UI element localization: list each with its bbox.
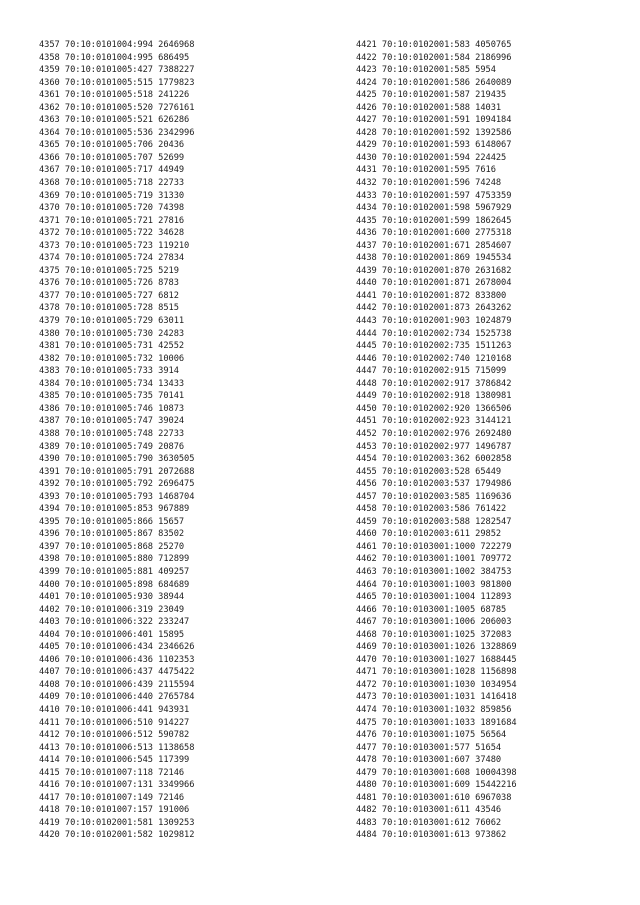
record-line: 4429 70:10:0102001:593 6148067 [356, 140, 512, 151]
record-line: 4398 70:10:0101005:880 712899 [39, 554, 190, 565]
record-line: 4451 70:10:0102002:923 3144121 [356, 416, 512, 427]
record-line: 4463 70:10:0103001:1002 384753 [356, 566, 512, 577]
record-line: 4425 70:10:0102001:587 219435 [356, 90, 507, 101]
record-line: 4377 70:10:0101005:727 6812 [39, 290, 179, 301]
record-line: 4479 70:10:0103001:608 10004398 [356, 767, 517, 778]
record-line: 4454 70:10:0102003:362 6002858 [356, 454, 512, 465]
record-line: 4385 70:10:0101005:735 70141 [39, 391, 185, 402]
record-line: 4414 70:10:0101006:545 117399 [39, 755, 190, 766]
record-line: 4431 70:10:0102001:595 7616 [356, 165, 496, 176]
record-line: 4415 70:10:0101007:118 72146 [39, 767, 185, 778]
record-line: 4450 70:10:0102002:920 1366506 [356, 403, 512, 414]
record-line: 4384 70:10:0101005:734 13433 [39, 378, 185, 389]
record-line: 4378 70:10:0101005:728 8515 [39, 303, 179, 314]
record-line: 4390 70:10:0101005:790 3630505 [39, 454, 195, 465]
record-line: 4388 70:10:0101005:748 22733 [39, 428, 185, 439]
record-line: 4445 70:10:0102002:735 1511263 [356, 341, 512, 352]
record-line: 4436 70:10:0102001:600 2775318 [356, 228, 512, 239]
record-line: 4404 70:10:0101006:401 15895 [39, 629, 185, 640]
record-line: 4372 70:10:0101005:722 34628 [39, 228, 185, 239]
record-line: 4395 70:10:0101005:866 15657 [39, 516, 185, 527]
record-line: 4418 70:10:0101007:157 191006 [39, 805, 190, 816]
record-line: 4447 70:10:0102002:915 715099 [356, 366, 507, 377]
record-line: 4363 70:10:0101005:521 626286 [39, 115, 190, 126]
record-line: 4460 70:10:0102003:611 29852 [356, 529, 502, 540]
record-line: 4433 70:10:0102001:597 4753359 [356, 190, 512, 201]
record-line: 4412 70:10:0101006:512 590782 [39, 730, 190, 741]
record-line: 4466 70:10:0103001:1005 68785 [356, 604, 507, 615]
record-line: 4423 70:10:0102001:585 5954 [356, 65, 496, 76]
record-line: 4371 70:10:0101005:721 27816 [39, 215, 185, 226]
record-line: 4387 70:10:0101005:747 39024 [39, 416, 185, 427]
record-line: 4361 70:10:0101005:518 241226 [39, 90, 190, 101]
record-line: 4364 70:10:0101005:536 2342996 [39, 127, 195, 138]
record-line: 4397 70:10:0101005:868 25270 [39, 541, 185, 552]
record-line: 4386 70:10:0101005:746 10873 [39, 403, 185, 414]
record-line: 4437 70:10:0102001:671 2854607 [356, 240, 512, 251]
record-line: 4413 70:10:0101006:513 1138658 [39, 742, 195, 753]
record-line: 4366 70:10:0101005:707 52699 [39, 152, 185, 163]
record-line: 4399 70:10:0101005:881 409257 [39, 566, 190, 577]
left-column [39, 39, 194, 842]
record-line: 4427 70:10:0102001:591 1094184 [356, 115, 512, 126]
record-line: 4435 70:10:0102001:599 1862645 [356, 215, 512, 226]
record-line: 4391 70:10:0101005:791 2072688 [39, 466, 195, 477]
record-line: 4420 70:10:0102001:582 1029812 [39, 830, 195, 841]
record-line: 4484 70:10:0103001:613 973862 [356, 830, 507, 841]
record-line: 4459 70:10:0102003:588 1282547 [356, 516, 512, 527]
record-line: 4359 70:10:0101005:427 7388227 [39, 65, 195, 76]
record-line: 4368 70:10:0101005:718 22733 [39, 178, 185, 189]
record-line: 4473 70:10:0103001:1031 1416418 [356, 692, 517, 703]
record-line: 4411 70:10:0101006:510 914227 [39, 717, 190, 728]
right-column [356, 39, 517, 842]
record-line: 4407 70:10:0101006:437 4475422 [39, 667, 195, 678]
record-line: 4453 70:10:0102002:977 1496787 [356, 441, 512, 452]
record-line: 4434 70:10:0102001:598 5967929 [356, 203, 512, 214]
record-line: 4373 70:10:0101005:723 119210 [39, 240, 190, 251]
record-line: 4456 70:10:0102003:537 1794986 [356, 479, 512, 490]
record-line: 4360 70:10:0101005:515 1779823 [39, 77, 195, 88]
record-line: 4482 70:10:0103001:611 43546 [356, 805, 502, 816]
record-line: 4449 70:10:0102002:918 1380981 [356, 391, 512, 402]
record-line: 4410 70:10:0101006:441 943931 [39, 704, 190, 715]
record-line: 4367 70:10:0101005:717 44949 [39, 165, 185, 176]
record-line: 4402 70:10:0101006:319 23049 [39, 604, 185, 615]
record-line: 4365 70:10:0101005:706 20436 [39, 140, 185, 151]
record-line: 4464 70:10:0103001:1003 981800 [356, 579, 512, 590]
record-line: 4468 70:10:0103001:1025 372083 [356, 629, 512, 640]
record-line: 4426 70:10:0102001:588 14031 [356, 102, 502, 113]
record-line: 4452 70:10:0102002:976 2692480 [356, 428, 512, 439]
record-line: 4419 70:10:0102001:581 1309253 [39, 817, 195, 828]
record-line: 4396 70:10:0101005:867 83502 [39, 529, 185, 540]
record-line: 4375 70:10:0101005:725 5219 [39, 265, 179, 276]
record-line: 4416 70:10:0101007:131 3349966 [39, 780, 195, 791]
record-line: 4403 70:10:0101006:322 233247 [39, 617, 190, 628]
record-line: 4405 70:10:0101006:434 2346626 [39, 642, 195, 653]
record-line: 4401 70:10:0101005:930 38944 [39, 592, 185, 603]
record-line: 4421 70:10:0102001:583 4050765 [356, 40, 512, 50]
record-line: 4369 70:10:0101005:719 31330 [39, 190, 185, 201]
record-line: 4376 70:10:0101005:726 8783 [39, 278, 179, 289]
record-line: 4370 70:10:0101005:720 74398 [39, 203, 185, 214]
record-line: 4357 70:10:0101004:994 2646968 [39, 40, 195, 50]
record-line: 4438 70:10:0102001:869 1945534 [356, 253, 512, 264]
record-line: 4374 70:10:0101005:724 27834 [39, 253, 185, 264]
record-line: 4439 70:10:0102001:870 2631682 [356, 265, 512, 276]
record-line: 4389 70:10:0101005:749 20876 [39, 441, 185, 452]
record-line: 4441 70:10:0102001:872 833800 [356, 290, 507, 301]
record-line: 4382 70:10:0101005:732 10006 [39, 353, 185, 364]
record-line: 4467 70:10:0103001:1006 206003 [356, 617, 512, 628]
record-line: 4394 70:10:0101005:853 967889 [39, 504, 190, 515]
record-line: 4483 70:10:0103001:612 76062 [356, 817, 502, 828]
record-line: 4430 70:10:0102001:594 224425 [356, 152, 507, 163]
record-line: 4424 70:10:0102001:586 2640089 [356, 77, 512, 88]
record-line: 4446 70:10:0102002:740 1210168 [356, 353, 512, 364]
record-line: 4358 70:10:0101004:995 686495 [39, 52, 190, 63]
record-line: 4469 70:10:0103001:1026 1328869 [356, 642, 517, 653]
record-line: 4480 70:10:0103001:609 15442216 [356, 780, 517, 791]
record-line: 4471 70:10:0103001:1028 1156898 [356, 667, 517, 678]
record-line: 4477 70:10:0103001:577 51654 [356, 742, 502, 753]
record-line: 4457 70:10:0102003:585 1169636 [356, 491, 512, 502]
record-line: 4380 70:10:0101005:730 24283 [39, 328, 185, 339]
record-line: 4392 70:10:0101005:792 2696475 [39, 479, 195, 490]
record-line: 4475 70:10:0103001:1033 1891684 [356, 717, 517, 728]
record-line: 4440 70:10:0102001:871 2678004 [356, 278, 512, 289]
record-line: 4362 70:10:0101005:520 7276161 [39, 102, 195, 113]
record-line: 4443 70:10:0102001:903 1024879 [356, 316, 512, 327]
record-line: 4444 70:10:0102002:734 1525738 [356, 328, 512, 339]
record-line: 4381 70:10:0101005:731 42552 [39, 341, 185, 352]
record-line: 4465 70:10:0103001:1004 112893 [356, 592, 512, 603]
record-line: 4462 70:10:0103001:1001 709772 [356, 554, 512, 565]
record-line: 4406 70:10:0101006:436 1102353 [39, 654, 195, 665]
record-line: 4461 70:10:0103001:1000 722279 [356, 541, 512, 552]
record-line: 4472 70:10:0103001:1030 1034954 [356, 679, 517, 690]
record-line: 4476 70:10:0103001:1075 56564 [356, 730, 507, 741]
record-line: 4408 70:10:0101006:439 2115594 [39, 679, 195, 690]
record-line: 4432 70:10:0102001:596 74248 [356, 178, 502, 189]
record-line: 4442 70:10:0102001:873 2643262 [356, 303, 512, 314]
record-line: 4470 70:10:0103001:1027 1688445 [356, 654, 517, 665]
record-line: 4478 70:10:0103001:607 37480 [356, 755, 502, 766]
record-line: 4400 70:10:0101005:898 684689 [39, 579, 190, 590]
record-line: 4383 70:10:0101005:733 3914 [39, 366, 179, 377]
record-line: 4458 70:10:0102003:586 761422 [356, 504, 507, 515]
record-line: 4448 70:10:0102002:917 3786842 [356, 378, 512, 389]
record-line: 4379 70:10:0101005:729 63011 [39, 316, 185, 327]
record-line: 4474 70:10:0103001:1032 859856 [356, 704, 512, 715]
record-line: 4409 70:10:0101006:440 2765784 [39, 692, 195, 703]
record-line: 4417 70:10:0101007:149 72146 [39, 792, 185, 803]
record-line: 4481 70:10:0103001:610 6967038 [356, 792, 512, 803]
record-line: 4428 70:10:0102001:592 1392586 [356, 127, 512, 138]
record-line: 4455 70:10:0102003:528 65449 [356, 466, 502, 477]
record-line: 4422 70:10:0102001:584 2186996 [356, 52, 512, 63]
record-line: 4393 70:10:0101005:793 1468704 [39, 491, 195, 502]
